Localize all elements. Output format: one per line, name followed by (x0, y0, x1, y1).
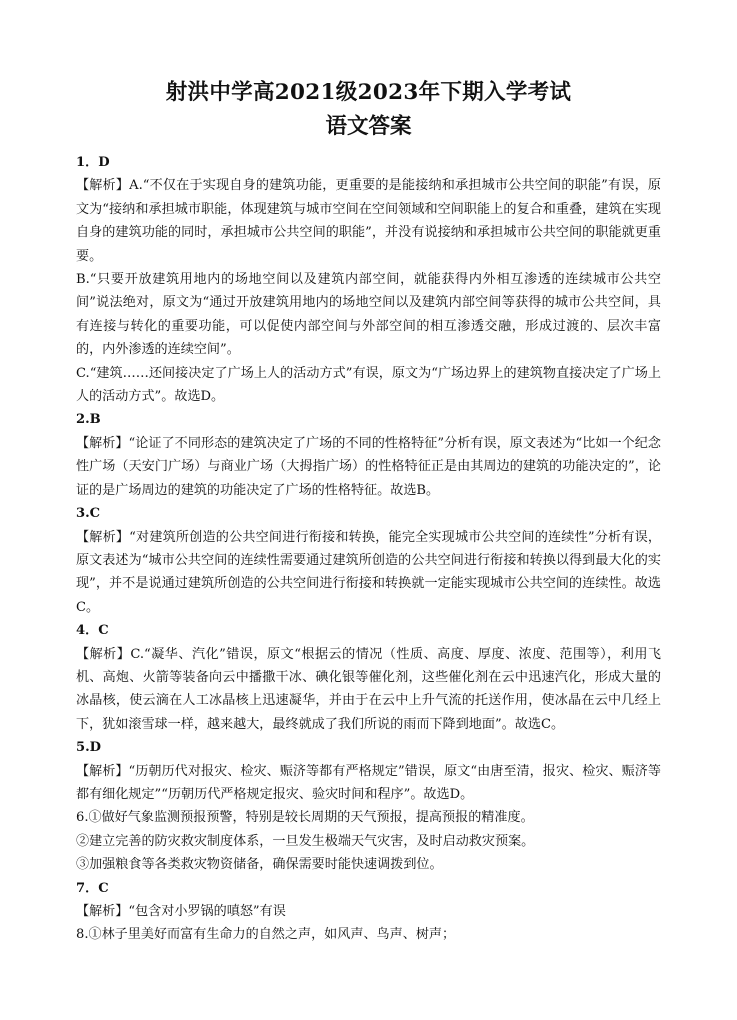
explanation-paragraph: 【解析】“对建筑所创造的公共空间进行衔接和转换，能完全实现城市公共空间的连续性”分析有误，原文表述为“城市公共空间的连续性需要通过建筑所创造的公共空间进行衔接和转换以得到最大化的实现”，并不是说通过建筑所创造的公共空间进行衔接和转换就一定能实现城市公共空间的连续性。故选C。 (76, 529, 661, 615)
answer-point: ②建立完善的防灾救灾制度体系，一旦发生极端天气灾害，及时启动救灾预案。 (76, 833, 535, 849)
explanation-paragraph: B.“只要开放建筑用地内的场地空间以及建筑内部空间，就能获得内外相互渗透的连续城市公共空间”说法绝对，原文为“通过开放建筑用地内的场地空间以及建筑内部空间等获得的城市公共空间，具有连接与转化的重要功能，可以促使内部空间与外部空间的相互渗透交融，形成过渡的、层次丰富的，内外渗透的连续空间”。 (76, 272, 661, 358)
question-number: 5.D (76, 740, 102, 756)
question-number: 1．D (76, 155, 110, 170)
answer-point: ③加强粮食等各类救灾物资储备，确保需要时能快速调拨到位。 (76, 857, 443, 873)
answer-body (76, 151, 661, 947)
page-subtitle: 语文答案 (325, 114, 412, 139)
explanation-paragraph: C.“建筑……还间接决定了广场上人的活动方式”有误，原文为“广场边界上的建筑物直接决定了广场上人的活动方式”。故选D。 (76, 365, 661, 405)
page-title: 射洪中学高2021级2023年下期入学考试 (165, 80, 572, 105)
explanation-paragraph: 【解析】A.“不仅在于实现自身的建筑功能，更重要的是能接纳和承担城市公共空间的职能”有误，原文为“接纳和承担城市职能，体现建筑与城市空间在空间领域和空间职能上的复合和重叠，建筑在实现自身的建筑功能的同时，承担城市公共空间的职能”，并没有说接纳和承担城市公共空间的职能就更重要。 (76, 178, 661, 264)
answer-point: 6.①做好气象监测预报预警，特别是较长周期的天气预报，提高预报的精准度。 (76, 810, 534, 826)
explanation-paragraph: 【解析】“历朝历代对报灾、检灾、赈济等都有严格规定”错误，原文“由唐至清，报灾、检灾、赈济等都有细化规定”“历朝历代严格规定报灾、验灾时间和程序”。故选D。 (76, 763, 661, 802)
question-number: 7．C (76, 880, 109, 896)
explanation-paragraph: 【解析】“论证了不同形态的建筑决定了广场的不同的性格特征”分析有误，原文表述为“比如一个纪念性广场（天安门广场）与商业广场（大拇指广场）的性格特征正是由其周边的建筑的功能决定的”，论证的是广场周边的建筑的功能决定了广场的性格特征。故选B。 (76, 435, 661, 498)
question-number: 4．C (76, 623, 109, 639)
explanation-paragraph: 【解析】“包含对小罗锅的嗔怒”有误 (76, 904, 286, 919)
explanation-paragraph: 【解析】C.“凝华、汽化”错误，原文“根据云的情况（性质、高度、厚度、浓度、范围等），利用飞机、高炮、火箭等装备向云中播撒干冰、碘化银等催化剂，这些催化剂在云中迅速汽化，形成大量的冰晶核，使云滴在人工冰晶核上迅速凝华，并由于在云中上升气流的托送作用，使冰晶在云中几经上下，犹如滚雪球一样，越来越大，最终就成了我们所说的雨而下降到地面”。故选C。 (76, 646, 661, 732)
question-number: 2.B (76, 412, 101, 428)
question-number: 3.C (76, 506, 101, 522)
answer-point: 8.①林子里美好而富有生命力的自然之声，如风声、鸟声、树声； (76, 927, 456, 943)
